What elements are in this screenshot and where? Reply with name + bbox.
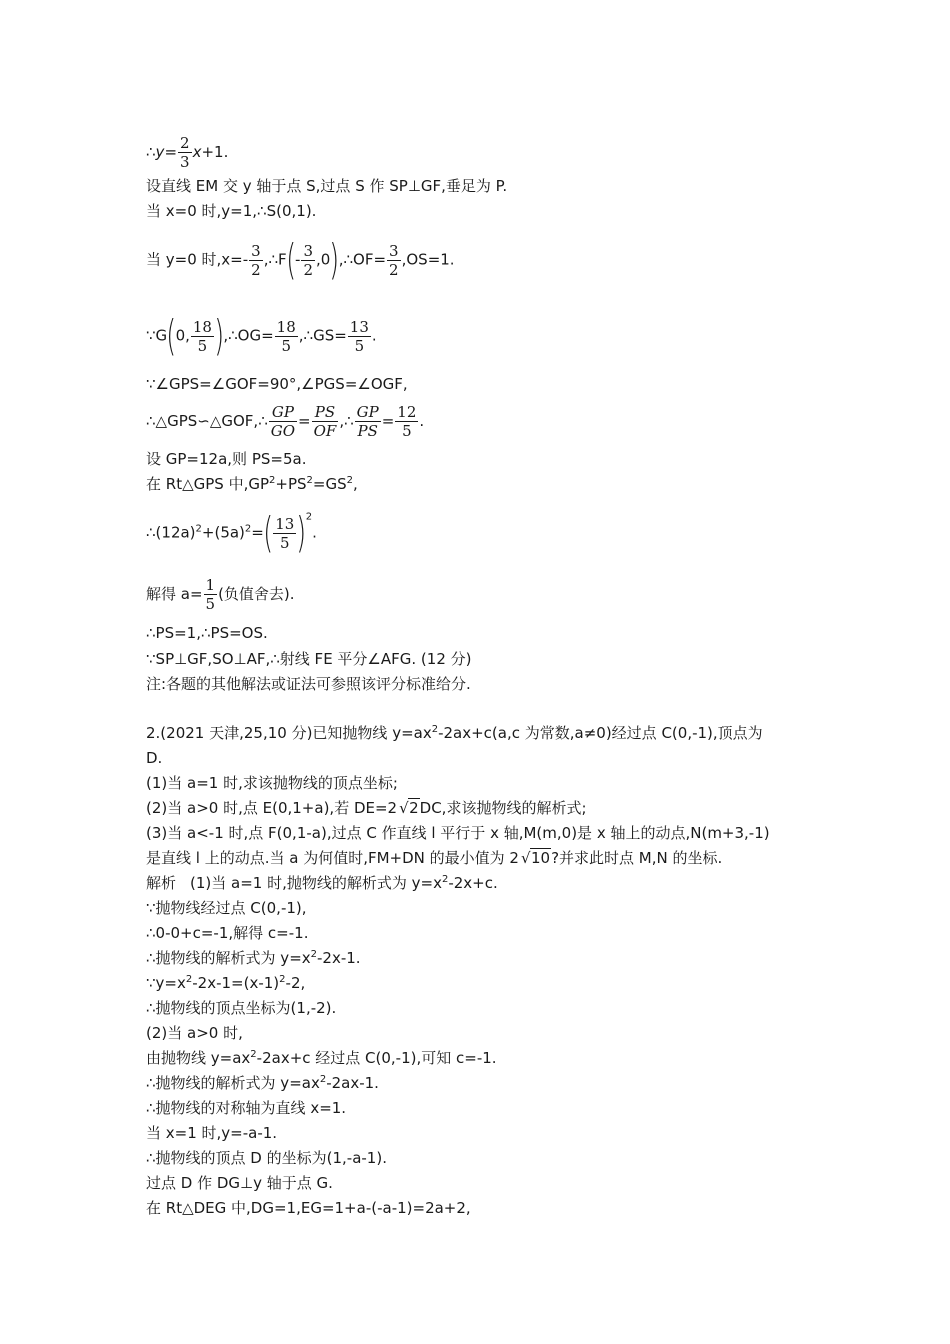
- fraction: [312, 403, 339, 440]
- text: ,: [353, 475, 358, 493]
- text: ,∴GS=: [298, 326, 347, 345]
- text-line-2: 设直线 EM 交 y 轴于点 S,过点 S 作 SP⊥GF,垂足为 P.: [146, 177, 508, 195]
- equation-line-10: [146, 508, 317, 557]
- text: -2,: [285, 974, 306, 992]
- question-part-3-line-2: [146, 846, 722, 870]
- question-part-2: [146, 796, 587, 820]
- text: =GS: [312, 475, 347, 493]
- text: 0,: [175, 326, 190, 345]
- equation-line-11: [146, 576, 295, 613]
- text: x: [192, 143, 202, 161]
- numerator: 3: [303, 241, 314, 260]
- superscript: 2: [279, 974, 286, 985]
- left-paren: (: [285, 235, 296, 284]
- denominator: 5: [402, 422, 412, 440]
- solution-line-3: ∴0-0+c=-1,解得 c=-1.: [146, 924, 309, 942]
- radical: [397, 796, 420, 820]
- left-paren: (: [263, 508, 273, 557]
- text: 在 Rt△GPS 中,GP: [146, 475, 270, 493]
- fraction: [178, 134, 192, 171]
- text: ∵y=x: [146, 974, 186, 992]
- text: -2ax+c 经过点 C(0,-1),可知 c=-1.: [256, 1049, 497, 1067]
- superscript: 2: [346, 475, 353, 486]
- text: +(5a): [201, 523, 245, 542]
- text: .: [371, 326, 377, 345]
- text: ,∴: [339, 412, 354, 430]
- text: DC,求该抛物线的解析式;: [419, 799, 587, 817]
- solution-line-1: [146, 871, 498, 895]
- right-paren: ): [214, 311, 225, 360]
- text: ∴抛物线的解析式为 y=x: [146, 949, 311, 967]
- radical-sign: √: [520, 849, 531, 867]
- text: -2ax+c(a,c 为常数,a≠0)经过点 C(0,-1),顶点为: [438, 724, 763, 742]
- numerator: 13: [275, 514, 295, 533]
- solution-line-4: [146, 946, 361, 970]
- numerator: 3: [251, 241, 261, 260]
- text: ?并求此时点 M,N 的坐标.: [551, 849, 723, 867]
- text: =: [251, 523, 264, 542]
- solution-line-5: [146, 971, 305, 995]
- fraction: [204, 576, 218, 613]
- text: 由抛物线 y=ax: [146, 1049, 251, 1067]
- solution-line-6: ∴抛物线的顶点坐标为(1,-2).: [146, 999, 337, 1017]
- fraction: [191, 318, 214, 355]
- right-paren: ): [296, 508, 307, 557]
- radical: [519, 846, 551, 870]
- numerator: GP: [356, 403, 379, 421]
- superscript: 2: [185, 974, 193, 985]
- denominator: 5: [205, 595, 216, 613]
- text: .: [419, 412, 425, 430]
- denominator: PS: [357, 422, 378, 440]
- denominator: 2: [251, 260, 261, 279]
- text: -: [295, 250, 301, 269]
- text: ,OS=1.: [401, 250, 455, 269]
- text: ∴: [146, 143, 156, 161]
- denominator: 2: [303, 260, 314, 279]
- denominator: 2: [389, 260, 399, 279]
- denominator: 5: [281, 336, 291, 355]
- text: +PS: [275, 475, 307, 493]
- text: (1)当 a=1 时,抛物线的解析式为 y=x: [190, 874, 442, 892]
- text: ,0: [316, 250, 331, 269]
- superscript: 2: [244, 523, 252, 535]
- text: ∵G: [146, 326, 168, 345]
- solution-line-11: 当 x=1 时,y=-a-1.: [146, 1124, 278, 1142]
- equation-line-7: [146, 403, 424, 440]
- superscript: 2: [441, 874, 449, 885]
- equation-line-5: [146, 311, 377, 360]
- fraction: [273, 515, 296, 552]
- solution-line-9: [146, 1071, 379, 1095]
- text: -2ax-1.: [326, 1074, 379, 1092]
- solution-line-10: ∴抛物线的对称轴为直线 x=1.: [146, 1099, 347, 1117]
- text-line-6: ∵∠GPS=∠GOF=90°,∠PGS=∠OGF,: [146, 375, 408, 393]
- numerator: 18: [192, 317, 212, 336]
- question-part-1: (1)当 a=1 时,求该抛物线的顶点坐标;: [146, 774, 398, 792]
- text: .: [312, 523, 317, 542]
- numerator: 3: [389, 241, 399, 260]
- equation-line-4: [146, 235, 455, 284]
- text: =: [298, 412, 311, 430]
- radicand: 2: [409, 799, 419, 817]
- text: 2.(2021 天津,25,10 分)已知抛物线 y=ax: [146, 724, 432, 742]
- denominator: 3: [180, 153, 190, 171]
- equation-line-1: [146, 134, 228, 171]
- solution-line-14: 在 Rt△DEG 中,DG=1,EG=1+a-(-a-1)=2a+2,: [146, 1199, 471, 1217]
- solution-line-8: [146, 1046, 497, 1070]
- fraction: [269, 403, 297, 440]
- text: =: [381, 412, 395, 430]
- denominator: 5: [197, 336, 208, 355]
- fraction: [387, 242, 401, 279]
- text: ∴△GPS∽△GOF,∴: [146, 412, 268, 430]
- right-paren: ): [329, 235, 340, 284]
- text-line-14: 注:各题的其他解法或证法可参照该评分标准给分.: [146, 675, 471, 693]
- solution-line-12: ∴抛物线的顶点 D 的坐标为(1,-a-1).: [146, 1149, 387, 1167]
- numerator: 2: [180, 134, 190, 152]
- left-paren: (: [166, 311, 177, 360]
- solution-line-7: (2)当 a>0 时,: [146, 1024, 243, 1042]
- text: ,∴F: [263, 250, 287, 269]
- text: 是直线 l 上的动点.当 a 为何值时,FM+DN 的最小值为 2: [146, 849, 519, 867]
- text: +1.: [201, 143, 229, 161]
- text: ,∴OF=: [338, 250, 387, 269]
- text-line-9: [146, 472, 358, 496]
- radical-sign: √: [399, 799, 409, 817]
- solution-label: 解析: [146, 874, 177, 892]
- solution-line-13: 过点 D 作 DG⊥y 轴于点 G.: [146, 1174, 333, 1192]
- text: y: [155, 143, 165, 161]
- denominator: GO: [270, 422, 296, 440]
- superscript: 2: [310, 949, 318, 960]
- superscript: 2: [195, 523, 202, 535]
- numerator: GP: [269, 403, 297, 422]
- fraction: [348, 318, 371, 355]
- superscript: 2: [250, 1049, 257, 1060]
- numerator: 12: [397, 403, 417, 421]
- text: -2x+c.: [448, 874, 498, 892]
- text: (负值舍去).: [218, 585, 295, 603]
- text: ,∴OG=: [223, 326, 274, 345]
- fraction: [275, 318, 298, 355]
- fraction: [249, 242, 263, 279]
- fraction: [395, 403, 418, 440]
- radicand: 10: [530, 849, 551, 867]
- fraction: [355, 403, 381, 440]
- numerator: PS: [312, 403, 339, 422]
- text-line-13: ∵SP⊥GF,SO⊥AF,∴射线 FE 平分∠AFG. (12 分): [146, 650, 472, 668]
- text: (2)当 a>0 时,点 E(0,1+a),若 DE=2: [146, 799, 398, 817]
- numerator: 18: [276, 317, 296, 336]
- fraction: [301, 242, 315, 279]
- denominator: 5: [354, 336, 365, 355]
- text-line-12: ∴PS=1,∴PS=OS.: [146, 624, 268, 642]
- superscript: 2: [269, 475, 276, 486]
- superscript: 2: [431, 724, 439, 735]
- question-line-1: [146, 721, 763, 745]
- text-line-3: 当 x=0 时,y=1,∴S(0,1).: [146, 202, 317, 220]
- superscript: 2: [306, 475, 313, 486]
- text: 解得 a=: [146, 585, 203, 603]
- superscript: 2: [305, 511, 313, 523]
- text: 当 y=0 时,x=-: [146, 250, 249, 269]
- text: -2x-1=(x-1): [192, 974, 280, 992]
- text: ∴抛物线的解析式为 y=ax: [146, 1074, 320, 1092]
- question-part-3-line-1: (3)当 a<-1 时,点 F(0,1-a),过点 C 作直线 l 平行于 x 轴,M(m,0)是 x 轴上的动点,N(m+3,-1): [146, 824, 770, 842]
- solution-line-2: ∵抛物线经过点 C(0,-1),: [146, 899, 307, 917]
- text: ∴(12a): [146, 523, 196, 542]
- numerator: 13: [349, 317, 369, 336]
- text: =: [164, 143, 178, 161]
- denominator: 5: [280, 533, 290, 552]
- question-line-2: D.: [146, 749, 163, 767]
- denominator: OF: [313, 422, 337, 440]
- numerator: 1: [205, 576, 216, 594]
- text: -2x-1.: [317, 949, 361, 967]
- text-line-8: 设 GP=12a,则 PS=5a.: [146, 450, 307, 468]
- superscript: 2: [319, 1074, 327, 1085]
